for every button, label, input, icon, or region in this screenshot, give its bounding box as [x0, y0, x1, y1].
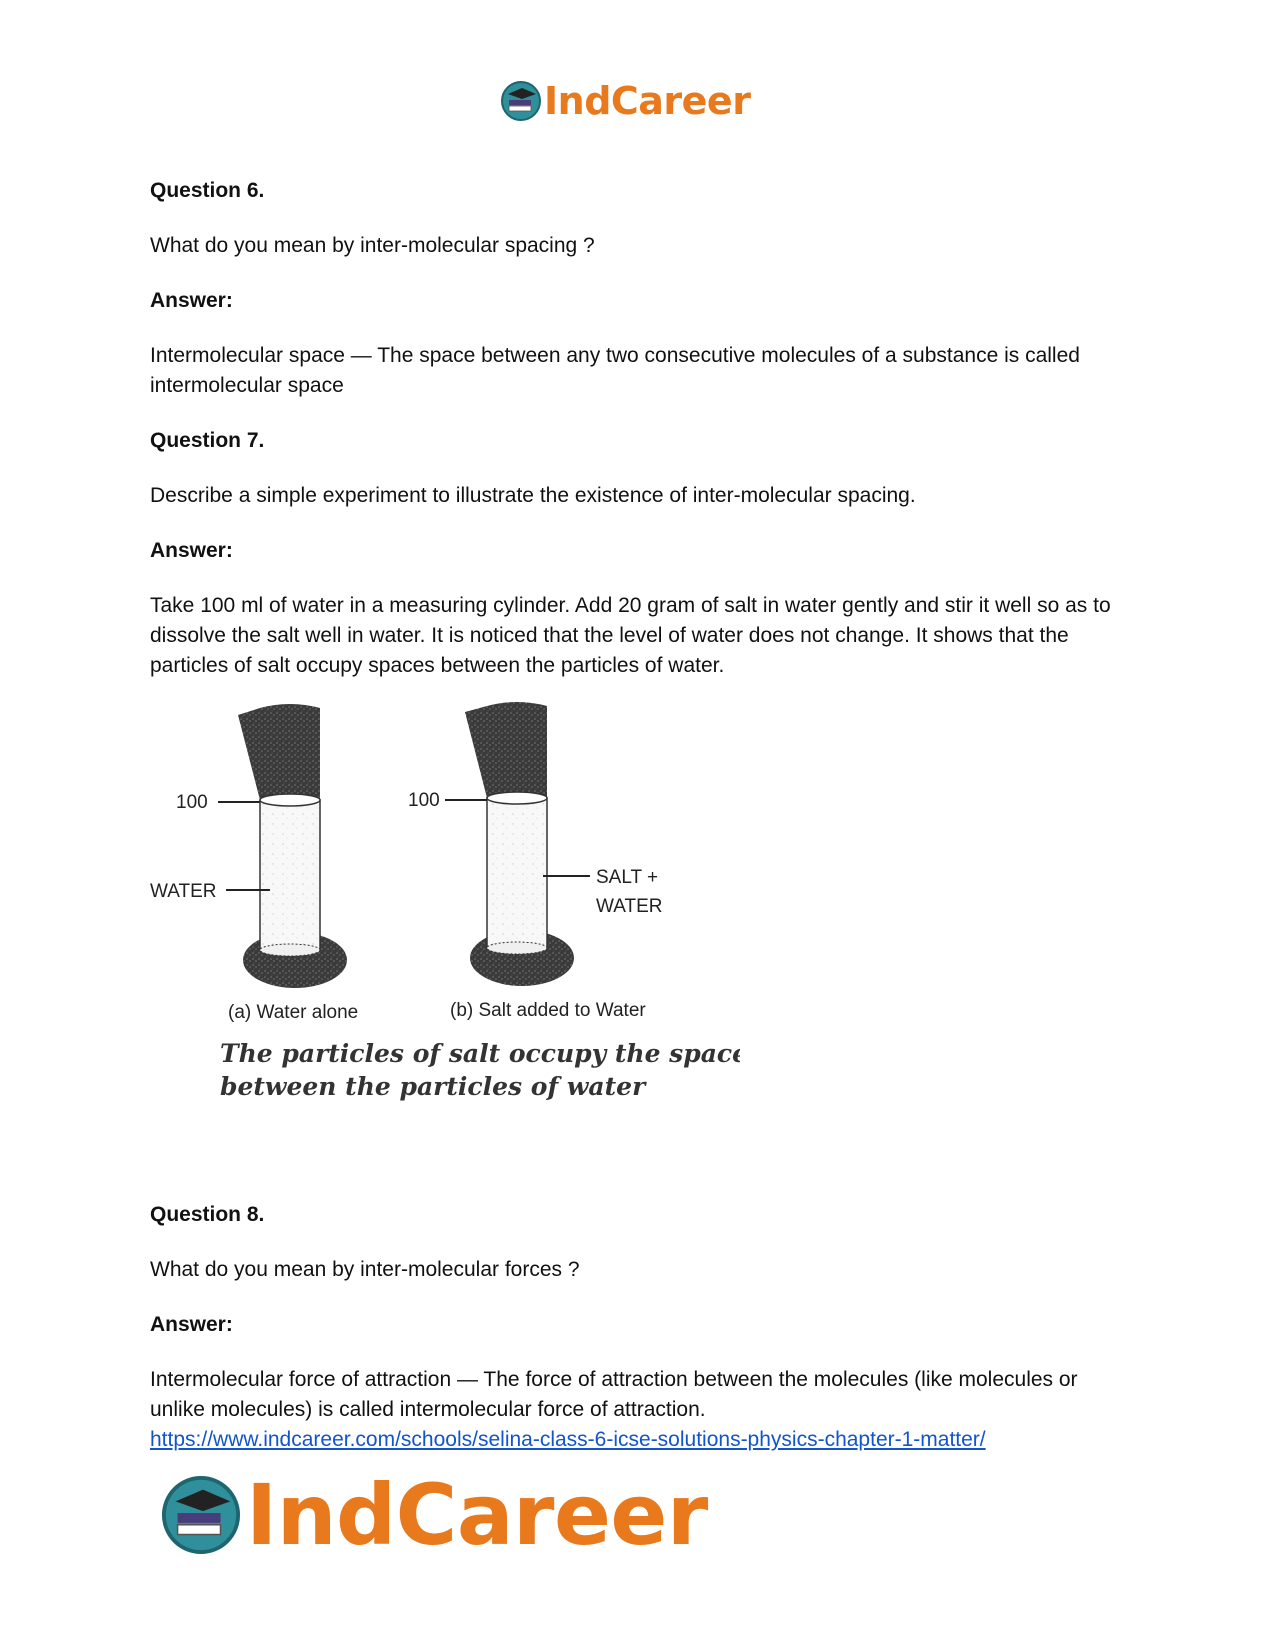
document-body	[150, 176, 1125, 706]
logo-globe-icon	[500, 80, 542, 122]
question-7-text: Describe a simple experiment to illustrate the existence of inter-molecular spacing.	[150, 484, 916, 507]
question-7-title: Question 7.	[150, 429, 265, 452]
cylinder-a-label: WATER	[150, 881, 217, 902]
cylinder-illustration	[150, 700, 740, 1170]
cylinder-figure	[150, 700, 740, 1170]
caption-a: (a) Water alone	[228, 1002, 359, 1023]
caption-b: (b) Salt added to Water	[450, 1000, 646, 1021]
header-logo	[500, 78, 750, 124]
question-6-title: Question 6.	[150, 179, 265, 202]
question-8-title: Question 8.	[150, 1203, 265, 1226]
answer-6-text: Intermolecular space — The space between any two consecutive molecules of a substance is called intermolecular space	[150, 344, 1080, 397]
answer-8-label: Answer:	[150, 1313, 233, 1336]
answer-6-label: Answer:	[150, 289, 233, 312]
footer-logo	[160, 1466, 708, 1564]
answer-7-label: Answer:	[150, 539, 233, 562]
question-8-section	[150, 1200, 1125, 1455]
figure-caption-line-2: between the particles of water	[220, 1072, 646, 1101]
question-8-text: What do you mean by inter-molecular forces ?	[150, 1258, 580, 1281]
header-logo-text: IndCareer	[544, 79, 751, 123]
cylinder-b-mark: 100	[408, 790, 440, 811]
question-6-text: What do you mean by inter-molecular spacing ?	[150, 234, 595, 257]
footer-logo-text: IndCareer	[246, 1466, 708, 1564]
figure-caption-line-1: The particles of salt occupy the spaces	[220, 1039, 740, 1068]
footer-logo-globe-icon	[160, 1474, 242, 1556]
cylinder-a-mark: 100	[176, 792, 208, 813]
cylinder-b	[445, 702, 590, 986]
cylinder-a	[218, 704, 347, 988]
answer-7-text: Take 100 ml of water in a measuring cylinder. Add 20 gram of salt in water gently and stir it well so as to dissolve the salt well in water. It is noticed that the level of water does not change. It shows that the particles of salt occupy spaces between the particles of water.	[150, 594, 1111, 677]
cylinder-b-label-2: WATER	[596, 896, 663, 917]
source-link[interactable]: https://www.indcareer.com/schools/selina-class-6-icse-solutions-physics-chapter-1-matter/	[150, 1428, 986, 1451]
cylinder-b-label-1: SALT +	[596, 867, 659, 888]
answer-8-text: Intermolecular force of attraction — The force of attraction between the molecules (like molecules or unlike molecules) is called intermolecular force of attraction.	[150, 1368, 1078, 1421]
